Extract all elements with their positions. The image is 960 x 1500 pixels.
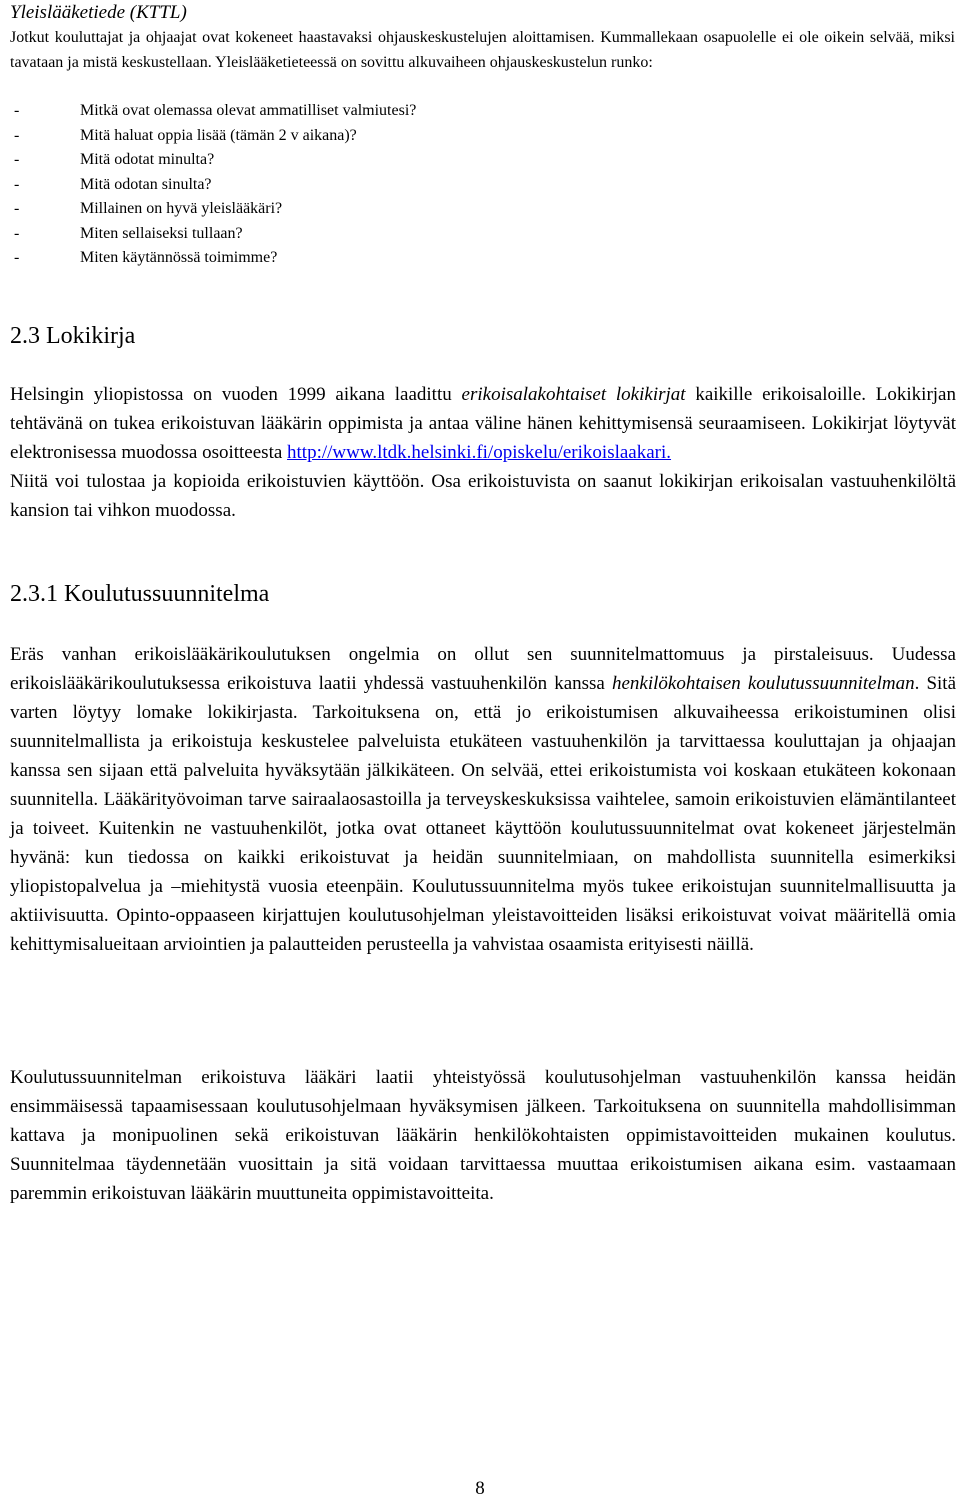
intro-paragraph	[10, 26, 955, 75]
text-run: Helsingin yliopistossa on vuoden 1999 aikana laadittu	[10, 384, 462, 405]
question-text: Mitkä ovat olemassa olevat ammatilliset valmiutesi?	[80, 102, 417, 119]
koulutussuunnitelma-paragraph-1	[10, 640, 956, 959]
bullet-dash: -	[14, 102, 20, 119]
lokikirja-text-2: Niitä voi tulostaa ja kopioida erikoistuvien käyttöön. Osa erikoistuvista on saanut lokikirjan erikoisalan vastuuhenkilöltä kansion tai vihkon muodossa.	[10, 471, 956, 521]
intro-text: Jotkut kouluttajat ja ohjaajat ovat kokeneet haastavaksi ohjauskeskustelujen aloittamisen. Kummallekaan osapuolelle ei ole oikein selvää, miksi tavataan ja mistä keskustellaan. Yleislääketieteessä on sovittu alkuvaiheen ohjauskeskustelun runko:	[10, 29, 955, 71]
question-list	[10, 99, 416, 271]
section-heading-kttl: Yleislääketiede (KTTL)	[10, 2, 187, 23]
bullet-dash: -	[14, 249, 20, 266]
list-item	[10, 148, 416, 173]
section-title-lokikirja: 2.3 Lokikirja	[10, 323, 136, 349]
lokikirja-text	[10, 380, 956, 467]
bullet-dash: -	[14, 224, 20, 242]
list-item	[10, 197, 416, 222]
lokikirja-url-link[interactable]: http://www.ltdk.helsinki.fi/opiskelu/erikoislaakari.	[287, 442, 672, 463]
koulutussuunnitelma-paragraph-2	[10, 1063, 956, 1208]
list-item	[10, 222, 416, 247]
paragraph-text: Koulutussuunnitelman erikoistuva lääkäri laatii yhteistyössä koulutusohjelman vastuuhenkilön kanssa heidän ensimmäisessä tapaamisessaan koulutusohjelmaan hyväksymisen jälkeen. Tarkoituksena on suunnitella mahdollisimman kattava ja monipuolinen sekä erikoistuvan lääkärin henkilökohtaisten oppimistavoitteiden mukainen koulutus. Suunnitelmaa täydennetään vuosittain ja sitä voidaan tarvittaessa muuttaa erikoistumisen aikana esim. vastaamaan paremmin erikoistuvan lääkärin muuttuneita oppimistavoitteita.	[10, 1067, 956, 1204]
bullet-dash: -	[14, 126, 20, 144]
page-number: 8	[475, 1478, 485, 1499]
text-run: kaikille erikoisaloille. Lokikirjan tehtävänä on tukea erikoistuvan lääkärin oppimista ja antaa väline hänen kehittymisensä seuraamiseen. Lokikirjat löytyvät elektronisessa muodossa osoitteesta	[10, 384, 956, 463]
question-text: Mitä haluat oppia lisää (tämän 2 v aikana)?	[80, 126, 357, 144]
bullet-dash: -	[14, 151, 20, 168]
question-text: Mitä odotat minulta?	[80, 151, 215, 168]
text-run: Eräs vanhan erikoislääkärikoulutuksen ongelmia on ollut sen suunnitelmattomuus ja pirstaleisuus. Uudessa erikoislääkärikoulutuksessa erikoistuva laatii yhdessä vastuuhenkilön kanssa	[10, 644, 956, 694]
question-text: Millainen on hyvä yleislääkäri?	[80, 200, 283, 217]
list-item	[10, 246, 416, 271]
bullet-dash: -	[14, 175, 20, 193]
subsection-title-koulutussuunnitelma: 2.3.1 Koulutussuunnitelma	[10, 581, 270, 607]
paragraph-text	[10, 640, 956, 959]
bullet-dash: -	[14, 200, 20, 217]
list-item	[10, 173, 416, 198]
list-item	[10, 124, 416, 149]
lokikirja-paragraph	[10, 380, 956, 525]
emphasis-text: erikoisalakohtaiset lokikirjat	[461, 384, 686, 405]
list-item	[10, 99, 416, 124]
emphasis-text: henkilökohtaisen koulutussuunnitelman	[611, 673, 915, 694]
text-run: . Sitä varten löytyy lomake lokikirjasta. Tarkoituksena on, että jo erikoistumisen alkuvaiheessa erikoistuminen olisi suunnitelmallista ja erikoistuja keskustelee palveluista etukäteen vastuuhenkilön ja tarvittaessa kouluttajan ja ohjaajan kanssa sen sijaan että palveluita hyväksytään jälkikäteen. On selvää, ettei erikoistumista voi koskaan etukäteen kokonaan suunnitella. Lääkärityövoiman tarve sairaalaosastoilla ja terveyskeskuksissa vaihtelee, samoin erikoistuvien elämäntilanteet ja toiveet. Kuitenkin ne vastuuhenkilöt, jotka ovat ottaneet käyttöön koulutussuunnitelmat ovat kokeneet järjestelmän hyvänä: kun tiedossa on kaikki erikoistuvat ja heidän suunnitelmiaan, on mahdollista suunnitella esimerkiksi yliopistopalvelua ja –miehitystä vuosia eteenpäin. Koulutussuunnitelma myös tukee erikoistujan suunnitelmallisuutta ja aktiivisuutta. Opinto-oppaaseen kirjattujen koulutusohjelman yleistavoitteiden lisäksi erikoistuvat voivat määritellä omia kehittymisalueitaan arviointien ja palautteiden perusteella ja vahvistaa osaamista erityisesti näillä.	[10, 673, 957, 955]
question-text: Miten käytännössä toimimme?	[80, 249, 278, 266]
question-text: Miten sellaiseksi tullaan?	[80, 224, 243, 242]
question-text: Mitä odotan sinulta?	[80, 175, 212, 193]
